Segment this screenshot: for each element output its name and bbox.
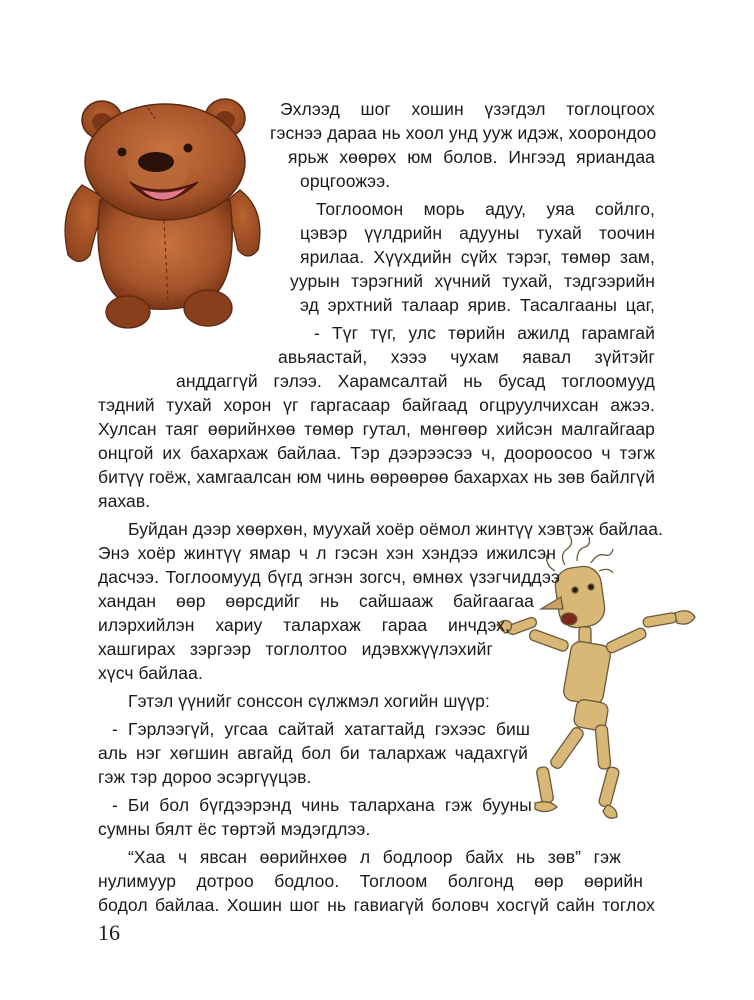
text-line: сумны бялт ёс төртэй мэдэгдлээ. — [98, 819, 371, 839]
text-line: хандан өөр өөрсдийг нь сайшааж байгаагаа — [98, 591, 534, 611]
text-line: яахав. — [98, 491, 151, 511]
text-line: уурын тэрэгний хүчний тухай, тэдгээрийн — [290, 271, 655, 291]
page-number: 16 — [98, 920, 120, 945]
text-line: битүү гоёж, хамгаалсан юм чинь өөрөөрөө бахархах нь зөв байлгүй — [98, 467, 655, 487]
text-line: - Гэрлээгүй, угсаа сайтай хатагтайд гэхээс биш — [112, 719, 530, 739]
text-line: нулимуур дотроо бодлоо. Тоглоом болгонд өөр өөрийн — [98, 871, 643, 891]
text-line: онцгой их бахархаж байлаа. Тэр дээрээсээ ч, доороосоо ч тэгж — [98, 443, 655, 463]
text-line: “Хаа ч явсан өөрийнхөө л бодлоор байх нь зөв” гэж — [128, 847, 621, 867]
text-line: Энэ хоёр жинтүү ямар ч л гэсэн хэн хэндээ ижилсэн — [98, 543, 556, 563]
text-line: орцгоожээ. — [300, 171, 391, 191]
text-line: анддаггүй гэлээ. Харамсалтай нь бусад тоглоомууд — [176, 371, 655, 391]
text-line: Гэтэл үүнийг сонссон сүлжмэл хогийн шүүр: — [128, 691, 490, 711]
text-line: хашгирах зэргээр тоглолтоо идэвхжүүлэхийг — [98, 639, 493, 659]
text-line: Буйдан дээр хөөрхөн, муухай хоёр оёмол жинтүү хэвтэж байлаа. — [128, 519, 664, 539]
text-line: эд эрхтний талаар ярив. Тасалгааны цаг, — [300, 295, 655, 315]
text-line: Эхлээд шог хошин үзэгдэл тоглоцгоох — [280, 99, 655, 119]
teddy-bear-illustration — [60, 90, 270, 340]
text-line: ярилаа. Хүүхдийн сүйх тэрэг, төмөр зам, — [300, 247, 655, 267]
text-line: аль нэг хөгшин авгайд бол би талархаж чадахгүй — [98, 743, 528, 763]
text-line: гэснээ дараа нь хоол унд ууж идэж, хоорондоо — [270, 123, 657, 143]
text-line: тэдний тухай хорон үг гаргасаар байгаад огцруулчихсан ажээ. — [98, 395, 655, 415]
text-line: - Би бол бүгдээрэнд чинь талархана гэж бууны — [112, 795, 532, 815]
text-line: Хулсан таяг өөрийнхөө төмөр гутал, мөнгөөр хийсэн малгайгаар — [98, 419, 655, 439]
text-line: хүсч байлаа. — [98, 663, 203, 683]
text-line: бодол байлаа. Хошин шог нь гавиагүй боловч хосгүй сайн тоглох — [98, 895, 655, 915]
text-line: гэж тэр дороо эсэргүүцэв. — [98, 767, 312, 787]
text-line: цэвэр үүлдрийн адууны тухай тоочин — [300, 223, 655, 243]
text-line: ярьж хөөрөх юм болов. Ингээд яриандаа — [288, 147, 655, 167]
text-line: авьяастай, хэээ чухам яавал зүйтэйг — [278, 347, 655, 367]
text-line: - Түг түг, улс төрийн ажилд гарамгай — [314, 323, 655, 343]
text-line: дасчээ. Тоглоомууд бүгд эгнэн зогсч, өмнөх үзэгчиддээ — [98, 567, 560, 587]
text-line: илэрхийлэн хариу талархаж гараа инчдэх, — [98, 615, 510, 635]
text-line: Тоглоомон морь адуу, уяа сойлго, — [316, 199, 655, 219]
